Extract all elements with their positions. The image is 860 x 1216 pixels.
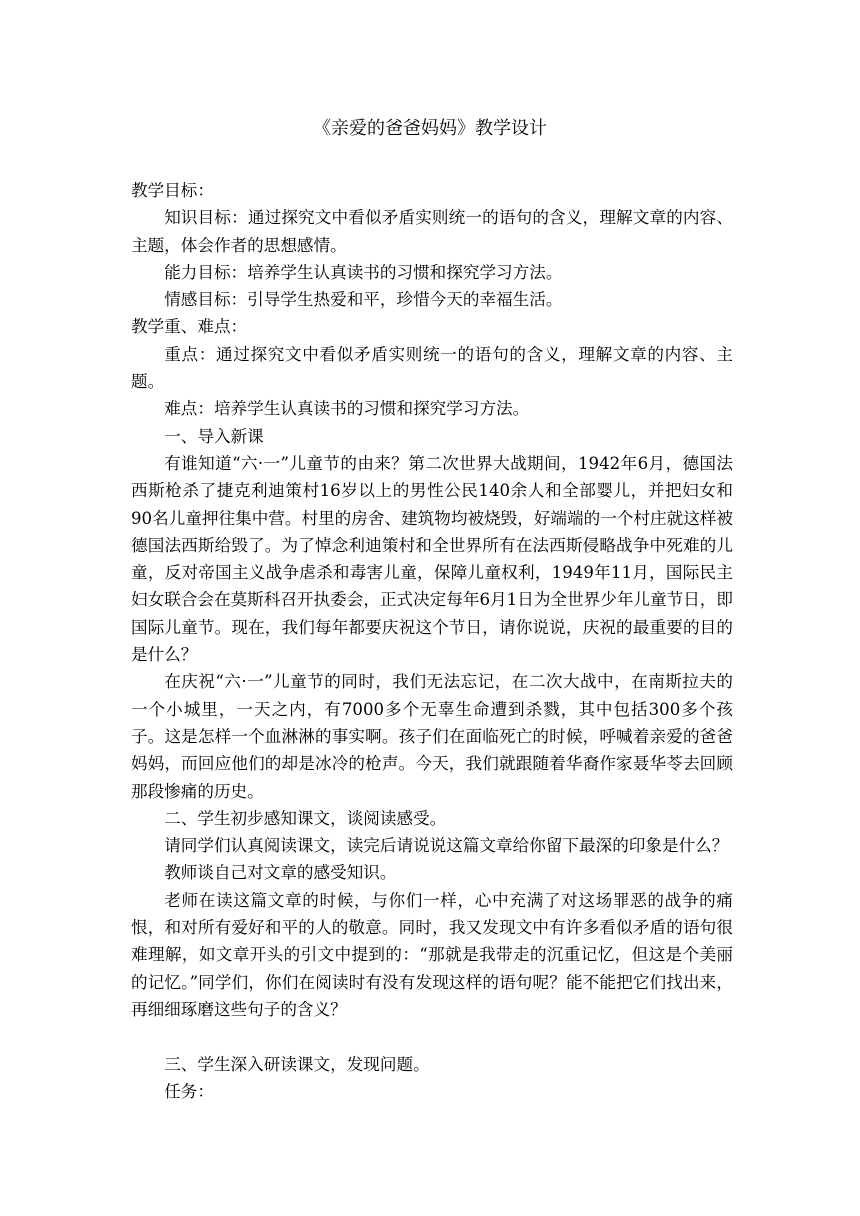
document-body (131, 177, 733, 1105)
paragraph-teacher-reflection: 老师在读这篇文章的时候，与你们一样，心中充满了对这场罪恶的战争的痛恨，和对所有爱好和平的人的敬意。同时，我又发现文中有许多看似矛盾的语句很难理解，如文章开头的引文中提到的：“那就是我带走的沉重记忆，但这是个美丽的记忆。”同学们，你们在阅读时有没有发现这样的语句呢？能不能把它们找出来，再细细琢磨这些句子的含义？ (131, 890, 733, 1019)
paragraph-ability-objective: 能力目标：培养学生认真读书的习惯和探究学习方法。 (164, 262, 563, 282)
section-heading-objectives: 教学目标： (131, 181, 214, 200)
paragraph-reading-task: 请同学们认真阅读课文，读完后请说说这篇文章给你留下最深的印象是什么？ (164, 836, 729, 856)
section-heading-deep-reading: 三、学生深入研读课文，发现问题。 (164, 1054, 430, 1074)
document-title: 《亲爱的爸爸妈妈》教学设计 (313, 118, 547, 139)
paragraph-difficult-point: 难点：培养学生认真读书的习惯和探究学习方法。 (164, 399, 530, 419)
paragraph-key-point: 重点：通过探究文中看似矛盾实则统一的语句的含义，理解文章的内容、主题。 (131, 344, 733, 392)
section-heading-introduction: 一、导入新课 (164, 426, 264, 446)
paragraph-war-memory: 在庆祝“六·一”儿童节的同时，我们无法忘记，在二次大战中，在南斯拉夫的一个小城里，一天之内，有7000多个无辜生命遭到杀戮，其中包括300多个孩子。这是怎样一个血淋淋的事实啊。孩子们在面临死亡的时候，呼喊着亲爱的爸爸妈妈，而回应他们的却是冰冷的枪声。今天，我们就跟随着华裔作家聂华苓去回顾那段惨痛的历史。 (131, 672, 733, 801)
blank-line (131, 1023, 733, 1050)
paragraph-knowledge-objective: 知识目标：通过探究文中看似矛盾实则统一的语句的含义，理解文章的内容、主题，体会作者的思想感情。 (131, 208, 733, 255)
paragraph-emotion-objective: 情感目标：引导学生热爱和平，珍惜今天的幸福生活。 (164, 290, 563, 310)
paragraph-childrens-day-origin: 有谁知道“六·一”儿童节的由来？第二次世界大战期间，1942年6月，德国法西斯枪杀了捷克利迪策村16岁以上的男性公民140余人和全部婴儿，并把妇女和90名儿童押往集中营。村里的房舍、建筑物均被烧毁，好端端的一个村庄就这样被德国法西斯给毁了。为了悼念利迪策村和全世界所有在法西斯侵略战争中死难的儿童，反对帝国主义战争虐杀和毒害儿童，保障儿童权利，1949年11月，国际民主妇女联合会在莫斯科召开执委会，正式决定每年6月1日为全世界少年儿童节日，即国际儿童节。现在，我们每年都要庆祝这个节日，请你说说，庆祝的最重要的目的是什么？ (131, 453, 733, 665)
section-heading-key-points: 教学重、难点： (131, 317, 248, 337)
paragraph-teacher-feeling: 教师谈自己对文章的感受知识。 (164, 863, 397, 883)
paragraph-task-label: 任务： (164, 1081, 214, 1101)
section-heading-first-reading: 二、学生初步感知课文，谈阅读感受。 (164, 808, 447, 828)
